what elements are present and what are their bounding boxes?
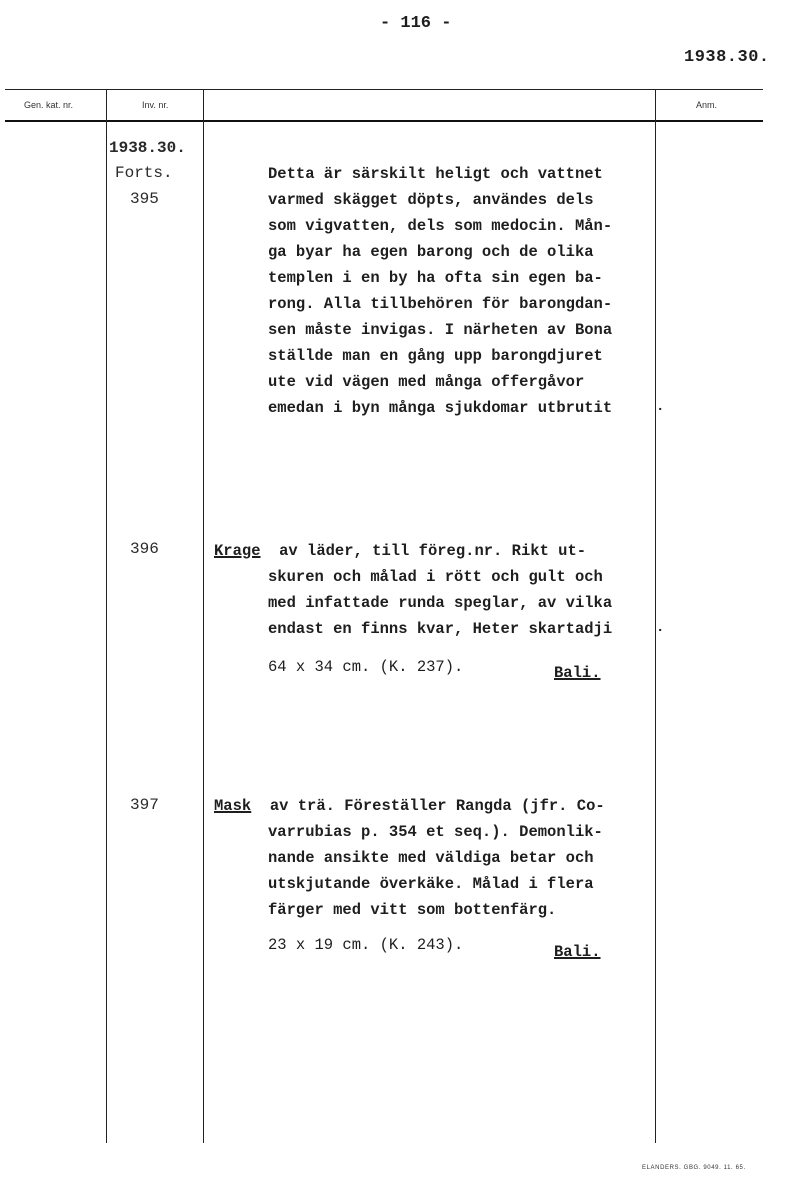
header-anm: Anm. (696, 100, 718, 110)
entry-origin: Bali. (554, 943, 601, 961)
margin-period: . (656, 399, 665, 415)
entry-first-line-rest: av trä. Föreställer Rangda (jfr. Co- (269, 797, 605, 815)
text-line: nande ansikte med väldiga betar och (268, 849, 594, 867)
margin-period: . (656, 620, 665, 636)
entry-first-line (214, 793, 605, 819)
entry-inv-number: 395 (130, 190, 159, 208)
text-line: endast en finns kvar, Heter skartadji (268, 620, 613, 638)
header-inv-nr: Inv. nr. (142, 100, 169, 110)
text-line: ställde man en gång upp barongdjuret (268, 347, 603, 365)
entry-inv-number: 397 (130, 796, 159, 814)
inv-catalog-number: 1938.30. (109, 139, 186, 157)
header-bottom-rule (5, 120, 763, 122)
printer-mark: ELANDERS. GBG. 9049. 11. 65. (642, 1165, 746, 1171)
column-divider (655, 89, 656, 1143)
entry-first-line-rest: av läder, till föreg.nr. Rikt ut- (279, 542, 587, 560)
entry-origin: Bali. (554, 664, 601, 682)
text-line: rong. Alla tillbehören för barongdan- (268, 295, 613, 313)
entry-inv-number: 396 (130, 540, 159, 558)
entry-text (268, 564, 612, 642)
column-divider (106, 89, 107, 1143)
header-top-rule (5, 89, 763, 90)
text-line: skuren och målad i rött och gult och (268, 568, 603, 586)
text-line: Detta är särskilt heligt och vattnet (268, 165, 603, 183)
text-line: som vigvatten, dels som medocin. Mån- (268, 217, 613, 235)
entry-text (268, 819, 603, 923)
entry-first-line (214, 538, 586, 564)
text-line: sen måste invigas. I närheten av Bona (268, 321, 613, 339)
text-line: färger med vitt som bottenfärg. (268, 901, 557, 919)
text-line: varmed skägget döpts, användes dels (268, 191, 594, 209)
entry-measure: 64 x 34 cm. (K. 237). (268, 658, 464, 676)
text-line: varrubias p. 354 et seq.). Demonlik- (268, 823, 603, 841)
entry-text (268, 161, 612, 421)
entry-measure: 23 x 19 cm. (K. 243). (268, 936, 464, 954)
header-gen-kat-nr: Gen. kat. nr. (24, 100, 74, 110)
catalog-number-header: 1938.30. (684, 48, 770, 67)
text-line: templen i en by ha ofta sin egen ba- (268, 269, 603, 287)
text-line: ga byar ha egen barong och de olika (268, 243, 594, 261)
text-line: med infattade runda speglar, av vilka (268, 594, 613, 612)
text-line: emedan i byn många sjukdomar utbrutit (268, 399, 613, 417)
column-divider (203, 89, 204, 1143)
page-number: - 116 - (380, 14, 452, 33)
text-line: ute vid vägen med många offergåvor (268, 373, 585, 391)
entry-title: Krage (214, 542, 261, 560)
text-line: utskjutande överkäke. Målad i flera (268, 875, 594, 893)
entry-title: Mask (214, 797, 252, 815)
forts-label: Forts. (115, 164, 173, 182)
